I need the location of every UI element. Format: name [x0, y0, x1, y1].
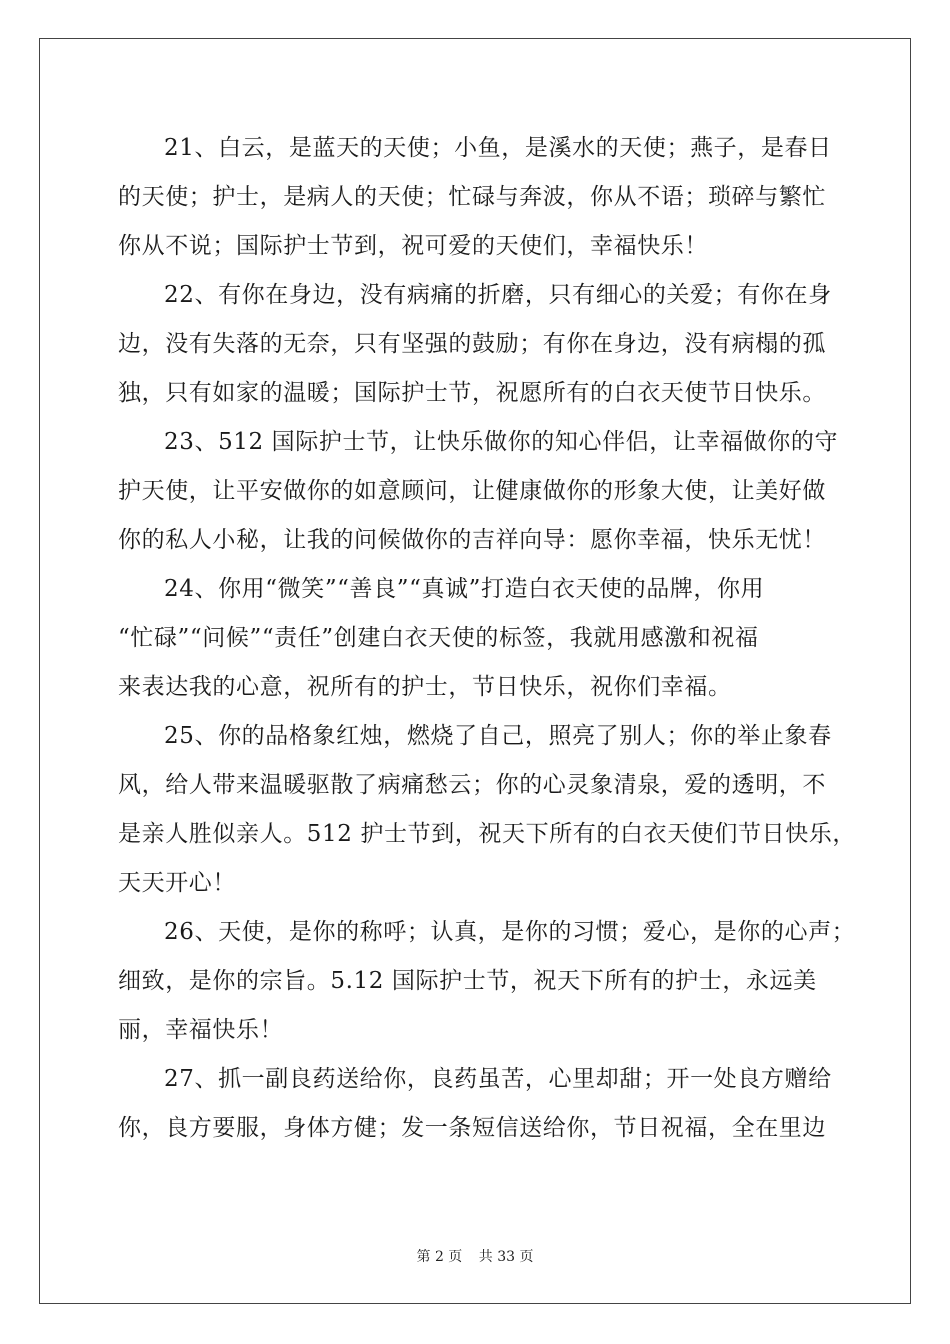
text-line: 27、抓一副良药送给你，良药虽苦，心里却甜；开一处良方赠给 — [164, 1066, 832, 1092]
text-line: 独，只有如家的温暖；国际护士节，祝愿所有的白衣天使节日快乐。 — [118, 380, 826, 406]
page-total: 共 33 页 — [478, 1249, 534, 1265]
document-body — [118, 124, 857, 1153]
paragraph-22 — [118, 271, 836, 418]
paragraph-23 — [118, 418, 839, 565]
text-line: 边，没有失落的无奈，只有坚强的鼓励；有你在身边，没有病榻的孤 — [118, 331, 826, 357]
text-line: “忙碌”“问候”“责任”创建白衣天使的标签，我就用感激和祝福 — [118, 625, 759, 651]
text-line: 你，良方要服，身体方健；发一条短信送给你，节日祝福，全在里边 — [118, 1115, 826, 1141]
paragraph-25 — [118, 712, 857, 908]
text-line: 丽，幸福快乐！ — [118, 1017, 284, 1043]
paragraph-24 — [118, 565, 836, 712]
text-line: 你的私人小秘，让我的问候做你的吉祥向导：愿你幸福，快乐无忧！ — [118, 527, 826, 553]
page-number: 第 2 页 — [416, 1249, 463, 1265]
text-line: 24、你用“微笑”“善良”“真诚”打造白衣天使的品牌，你用 — [164, 576, 765, 602]
paragraph-21 — [118, 124, 836, 271]
paragraph-27 — [118, 1055, 836, 1153]
text-line: 你从不说；国际护士节到，祝可爱的天使们，幸福快乐！ — [118, 233, 708, 259]
text-line: 22、有你在身边，没有病痛的折磨，只有细心的关爱；有你在身 — [164, 282, 832, 308]
text-line: 细致，是你的宗旨。5.12 国际护士节，祝天下所有的护士，永远美 — [118, 968, 817, 994]
page-footer — [0, 1246, 950, 1266]
text-line: 25、你的品格象红烛，燃烧了自己，照亮了别人；你的举止象春 — [164, 723, 832, 749]
text-line: 护天使，让平安做你的如意顾问，让健康做你的形象大使，让美好做 — [118, 478, 826, 504]
text-line: 风，给人带来温暖驱散了病痛愁云；你的心灵象清泉，爱的透明，不 — [118, 772, 826, 798]
text-line: 天天开心！ — [118, 870, 236, 896]
paragraph-26 — [118, 908, 856, 1055]
text-line: 21、白云，是蓝天的天使；小鱼，是溪水的天使；燕子，是春日 — [164, 135, 832, 161]
text-line: 26、天使，是你的称呼；认真，是你的习惯；爱心，是你的心声； — [164, 919, 856, 945]
text-line: 是亲人胜似亲人。512 护士节到，祝天下所有的白衣天使们节日快乐， — [118, 821, 857, 847]
text-line: 的天使；护士，是病人的天使；忙碌与奔波，你从不语；琐碎与繁忙 — [118, 184, 826, 210]
text-line: 来表达我的心意，祝所有的护士，节日快乐，祝你们幸福。 — [118, 674, 732, 700]
text-line: 23、512 国际护士节，让快乐做你的知心伴侣，让幸福做你的守 — [164, 429, 839, 455]
